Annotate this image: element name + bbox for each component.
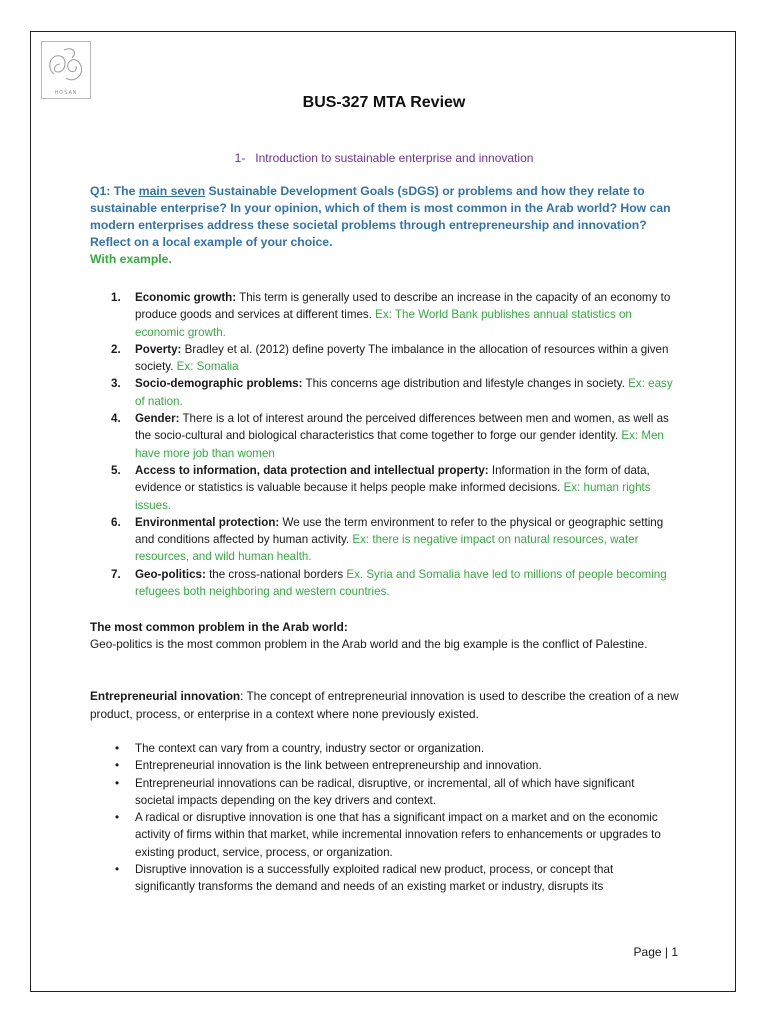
arab-world-text: Geo-politics is the most common problem in the Arab world and the big example is the conflict of Palestine. — [90, 637, 648, 651]
item-number: 5. — [111, 463, 121, 477]
item-example: Ex. Syria and Somalia have led to millions of people becoming refugees both neighboring and western countries. — [135, 567, 667, 599]
bullet-item — [105, 757, 675, 774]
bullet-text: Disruptive innovation is a successfully exploited radical new product, process, or concept that significantly transforms the demand and needs of an existing market or industry, disrupts its — [135, 863, 614, 894]
bullet-icon: • — [115, 811, 120, 825]
logo-text: HOSAN — [54, 90, 78, 96]
question-prefix: Q1: The — [90, 184, 139, 198]
list-item — [105, 375, 680, 410]
item-text: the cross-national borders — [205, 567, 347, 581]
question-paragraph — [90, 183, 680, 268]
bullet-icon: • — [115, 742, 120, 755]
innovation-text: : The concept of entrepreneurial innovation is used to describe the creation of a new product, process, or enterprise in a context where none previously existed. — [90, 689, 679, 721]
bullet-item — [105, 809, 675, 861]
item-term: Gender: — [135, 412, 180, 426]
bullet-text: Entrepreneurial innovations can be radical, disruptive, or incremental, all of which have significant societal impacts depending on the key drivers and context. — [135, 776, 635, 807]
question-text: Sustainable Development Goals (sDGS) or problems and how they relate to sustainable enterprise? In your opinion, which of them is most common in the Arab world? How can modern enterprises address these societal problems through entrepreneurship and innovation? Reflect on a local example of your choice. — [90, 184, 671, 249]
item-term: Geo-politics: — [135, 567, 206, 581]
innovation-paragraph — [90, 688, 690, 723]
item-example: Ex: The World Bank publishes annual statistics on economic growth. — [135, 308, 632, 339]
bullet-text: The context can vary from a country, industry sector or organization. — [135, 742, 485, 755]
item-text: Bradley et al. (2012) define poverty The imbalance in the allocation of resources within a given society. — [135, 342, 669, 374]
item-term: Access to information, data protection and intellectual property: — [135, 463, 489, 477]
item-example: Ex: Somalia — [176, 360, 239, 374]
list-item — [105, 566, 680, 601]
item-text: Information in the form of data, evidence or statistics is valuable because it helps people make informed decisions. — [135, 463, 650, 495]
numbered-list — [105, 289, 680, 600]
page-number: Page | 1 — [633, 945, 678, 959]
bullet-icon: • — [115, 863, 120, 877]
section-heading — [0, 151, 768, 165]
item-text: This concerns age distribution and lifestyle changes in society. — [302, 377, 629, 391]
bullet-list — [105, 740, 675, 896]
bullet-text: A radical or disruptive innovation is one that has a significant impact on a market and on the economic activity of firms within that market, while incremental innovation refers to enhancements or upgrades to existing product, service, process, or organization. — [135, 811, 661, 859]
item-text: This term is generally used to describe an increase in the capacity of an economy to produce goods and services at different times. — [135, 291, 671, 322]
item-term: Poverty: — [135, 342, 182, 356]
list-item — [105, 341, 680, 376]
item-term: Socio-demographic problems: — [135, 377, 303, 391]
item-number: 4. — [111, 412, 121, 426]
item-number: 6. — [111, 515, 121, 529]
hosan-logo — [41, 41, 91, 99]
question-underlined: main seven — [138, 184, 206, 198]
arab-world-section — [90, 619, 690, 653]
bullet-icon: • — [115, 776, 120, 790]
list-item — [105, 462, 680, 514]
item-number: 7. — [111, 567, 121, 581]
item-example: Ex: human rights issues. — [135, 481, 651, 512]
item-example: Ex: easy of nation. — [135, 377, 673, 408]
item-term: Environmental protection: — [135, 515, 280, 529]
list-item — [105, 289, 680, 341]
bullet-text: Entrepreneurial innovation is the link between entrepreneurship and innovation. — [135, 759, 542, 773]
bullet-item — [105, 740, 675, 757]
item-number: 2. — [111, 342, 121, 356]
bullet-item — [105, 775, 675, 810]
list-item — [105, 514, 680, 566]
item-example: Ex: there is negative impact on natural resources, water resources, and wild human health. — [135, 533, 639, 564]
item-example: Ex: Men have more job than women — [135, 429, 664, 460]
item-term: Economic growth: — [135, 291, 237, 304]
item-text: We use the term environment to refer to the physical or geographic setting and conditions affected by human activity. — [135, 515, 664, 547]
logo-mark-icon — [44, 44, 88, 88]
section-number: 1- — [234, 151, 246, 165]
document-title: BUS-327 MTA Review — [302, 94, 466, 111]
list-item — [105, 410, 680, 462]
item-number: 1. — [111, 291, 121, 304]
question-example-note: With example. — [90, 252, 172, 266]
item-number: 3. — [111, 377, 121, 391]
bullet-icon: • — [115, 759, 120, 773]
arab-world-heading: The most common problem in the Arab world: — [90, 620, 348, 634]
bullet-item — [105, 861, 675, 896]
innovation-term: Entrepreneurial innovation — [90, 689, 241, 703]
item-text: There is a lot of interest around the perceived differences between men and women, as well as the socio-cultural and biological characteristics that come together to forge our gender identity. — [135, 412, 669, 443]
section-title: Introduction to sustainable enterprise and innovation — [255, 151, 534, 165]
